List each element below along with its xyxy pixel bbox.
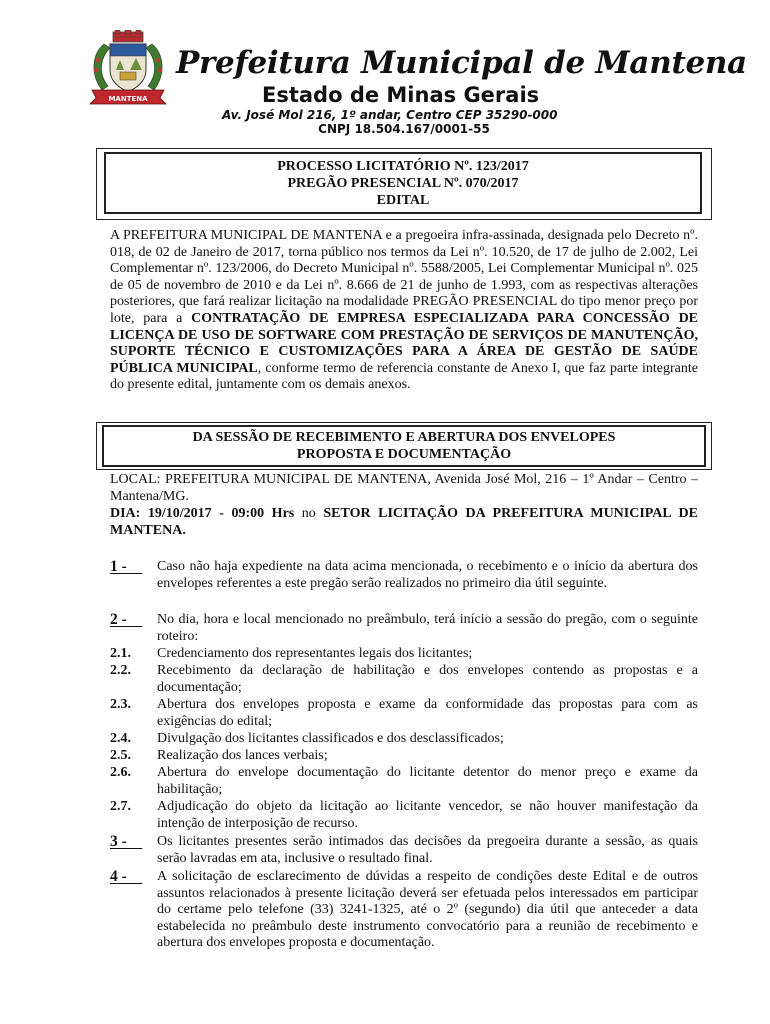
edital-label: EDITAL bbox=[376, 193, 430, 208]
list-item bbox=[110, 646, 698, 663]
item-text: Realização dos lances verbais; bbox=[157, 748, 328, 763]
session-title-line2: PROPOSTA E DOCUMENTAÇÃO bbox=[296, 447, 512, 462]
cnpj-line: CNPJ 18.504.167/0001-55 bbox=[318, 122, 490, 136]
item-text: No dia, hora e local mencionado no preâmbulo, terá início a sessão do pregão, com o seguinte roteiro: bbox=[157, 612, 698, 644]
session-date: DIA: 19/10/2017 - 09:00 Hrs bbox=[110, 506, 295, 521]
preamble-text: A PREFEITURA MUNICIPAL DE MANTENA e a pregoeira infra-assinada, designada pelo Decreto nº. 018, de 02 de Janeiro de 2017, torna público nos termos da Lei nº. 10.520, de 17 de julho de 2.002, Lei Complementar nº. 123/2006, do Decreto Municipal nº. 5588/2005, Lei Complementar Municipal nº. 025 de 05 de novembro de 2010 e da Lei nº. 8.666 de 21 de junho de 1.993, com as respectivas alterações posteriores, que fará realizar licitação na modalidade PREGÃO PRESENCIAL do tipo menor preço por lote, para a bbox=[110, 228, 698, 326]
preamble-paragraph bbox=[110, 228, 698, 394]
local-text: LOCAL: PREFEITURA MUNICIPAL DE MANTENA, Avenida José Mol, 216 – 1º Andar – Centro – Mantena/MG. bbox=[110, 472, 698, 504]
process-box bbox=[104, 152, 702, 214]
item-number: 2.4. bbox=[110, 731, 131, 746]
item-text: A solicitação de esclarecimento de dúvidas a respeito de condições deste Edital e de outros assuntos relacionados à presente licitação deverá ser efetuada pelos interessados em participar do certame pelo telefone (33) 3241-1325, até o 2º (segundo) dia útil que anteceder a data estabelecida no preâmbulo deste instrumento convocatório para a reunião de recebimento e abertura dos envelopes proposta e documentação. bbox=[157, 869, 698, 951]
item-number: 2.2. bbox=[110, 663, 131, 678]
list-item bbox=[110, 799, 698, 832]
item-text: Credenciamento dos representantes legais dos licitantes; bbox=[157, 646, 473, 661]
item-text: Abertura do envelope documentação do licitante detentor do menor preço e exame da habilitação; bbox=[157, 765, 698, 797]
list-item bbox=[110, 697, 698, 730]
preamble-tail: , conforme termo de referencia constante de Anexo I, que faz parte integrante do presente edital, juntamente com os demais anexos. bbox=[110, 360, 698, 393]
list-item bbox=[110, 663, 698, 696]
item-number: 2.3. bbox=[110, 697, 131, 712]
item-number: 3 - bbox=[110, 833, 143, 850]
item-text: Recebimento da declaração de habilitação e dos envelopes contendo as propostas e a documentação; bbox=[157, 663, 698, 695]
list-item bbox=[110, 731, 698, 748]
session-box bbox=[102, 425, 706, 467]
item-text: Divulgação dos licitantes classificados e dos desclassificados; bbox=[157, 731, 504, 746]
address-line: Av. José Mol 216, 1º andar, Centro CEP 35290-000 bbox=[222, 108, 558, 122]
item-text: Abertura dos envelopes proposta e exame da conformidade das propostas para com as exigências do edital; bbox=[157, 697, 698, 729]
local-paragraph bbox=[110, 472, 698, 505]
preamble-object: CONTRATAÇÃO DE EMPRESA ESPECIALIZADA PARA CONCESSÃO DE LICENÇA DE USO DE SOFTWARE COM PRESTAÇÃO DE SERVIÇOS DE MANUTENÇÃO, SUPORTE TÉCNICO E CUSTOMIZAÇÕES PARA A ÁREA DE GESTÃO DE SAÚDE PÚBLICA MUNICIPAL bbox=[110, 310, 699, 376]
date-connector: no bbox=[294, 506, 324, 521]
item-number: 2.7. bbox=[110, 799, 131, 814]
item-text: Os licitantes presentes serão intimados das decisões da pregoeira durante a sessão, as quais serão lavradas em ata, inclusive o resultado final. bbox=[157, 834, 698, 866]
date-paragraph bbox=[110, 506, 698, 539]
item-number: 4 - bbox=[110, 868, 143, 885]
page-title: Prefeitura Municipal de Mantena bbox=[176, 45, 747, 81]
item-number: 2 - bbox=[110, 611, 143, 628]
list-item bbox=[110, 559, 698, 592]
process-number: PROCESSO LICITATÓRIO Nº. 123/2017 bbox=[277, 159, 529, 174]
item-text: Caso não haja expediente na data acima mencionada, o recebimento e o início da abertura dos envelopes referentes a este pregão serão realizados no primeiro dia útil seguinte. bbox=[157, 559, 698, 591]
list-item bbox=[110, 748, 698, 765]
item-number: 2.6. bbox=[110, 765, 131, 780]
item-text: Adjudicação do objeto da licitação ao licitante vencedor, se não houver manifestação da intenção de interposição de recurso. bbox=[157, 799, 698, 831]
item-number: 2.5. bbox=[110, 748, 131, 763]
list-item bbox=[110, 612, 698, 645]
session-title-line1: DA SESSÃO DE RECEBIMENTO E ABERTURA DOS ENVELOPES bbox=[192, 430, 616, 445]
list-item bbox=[110, 834, 698, 867]
list-item bbox=[110, 765, 698, 798]
svg-text:MANTENA: MANTENA bbox=[108, 95, 148, 103]
item-number: 2.1. bbox=[110, 646, 131, 661]
state-subtitle: Estado de Minas Gerais bbox=[262, 83, 540, 107]
municipal-crest-icon bbox=[86, 30, 170, 106]
pregao-number: PREGÃO PRESENCIAL Nº. 070/2017 bbox=[287, 176, 519, 191]
item-number: 1 - bbox=[110, 558, 143, 575]
session-place: SETOR LICITAÇÃO DA PREFEITURA MUNICIPAL DE MANTENA. bbox=[110, 506, 698, 538]
list-item bbox=[110, 869, 698, 952]
